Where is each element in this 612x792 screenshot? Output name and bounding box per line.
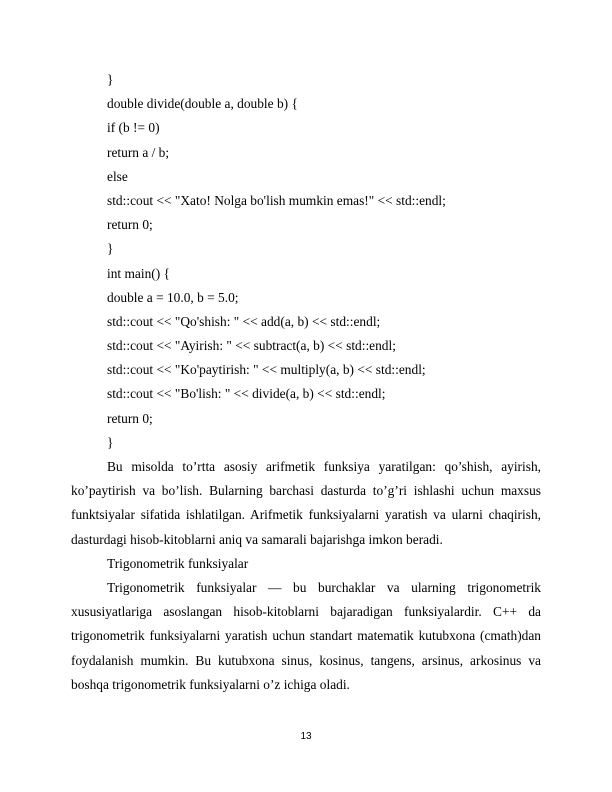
code-line: return 0; <box>107 217 153 233</box>
code-line: double divide(double a, double b) { <box>107 96 298 112</box>
section-heading: Trigonometrik funksiyalar <box>107 555 249 571</box>
code-line: return 0; <box>107 410 153 426</box>
code-line: double a = 10.0, b = 5.0; <box>107 289 239 305</box>
code-line: if (b != 0) <box>107 120 160 136</box>
code-line: std::cout << "Xato! Nolga bo'lish mumkin emas!" << std::endl; <box>107 192 446 208</box>
body-paragraph: Bu misolda to’rtta asosiy arifmetik funksiya yaratilgan: qo’shish, ayirish, ko’paytirish va bo’lish. Bularning barchasi dasturda to’g’ri ishlashi uchun maxsus funktsiyalar sifatida ishlatilgan. Arifmetik funksiyalarni yaratish va ularni chaqirish, dasturdagi hisob-kitoblarni aniq va samarali bajarishga imkon beradi. <box>71 459 541 547</box>
body-paragraph: Trigonometrik funksiyalar — bu burchaklar va ularning trigonometrik xususiyatlariga asoslangan hisob-kitoblarni bajaradigan funksiyalardir. C++ da trigonometrik funksiyalarni yaratish uchun standart matematik kutubxona (cmath)dan foydalanish mumkin. Bu kutubxona sinus, kosinus, tangens, arsinus, arkosinus va boshqa trigonometrik funksiyalarni o’z ichiga oladi. <box>71 580 541 692</box>
code-line: } <box>107 72 114 87</box>
code-line: else <box>107 168 128 184</box>
code-line: } <box>107 241 114 257</box>
code-block <box>71 68 541 455</box>
code-line: std::cout << "Bo'lish: " << divide(a, b) << std::endl; <box>107 386 386 402</box>
code-line: int main() { <box>107 265 170 281</box>
page-number: 13 <box>300 731 312 742</box>
document-page <box>71 68 541 697</box>
code-line: std::cout << "Ko'paytirish: " << multiply(a, b) << std::endl; <box>107 362 426 378</box>
code-line: return a / b; <box>107 144 170 160</box>
code-line: std::cout << "Ayirish: " << subtract(a, b) << std::endl; <box>107 338 396 354</box>
code-line: } <box>107 434 114 450</box>
code-line: std::cout << "Qo'shish: " << add(a, b) << std::endl; <box>107 313 381 329</box>
